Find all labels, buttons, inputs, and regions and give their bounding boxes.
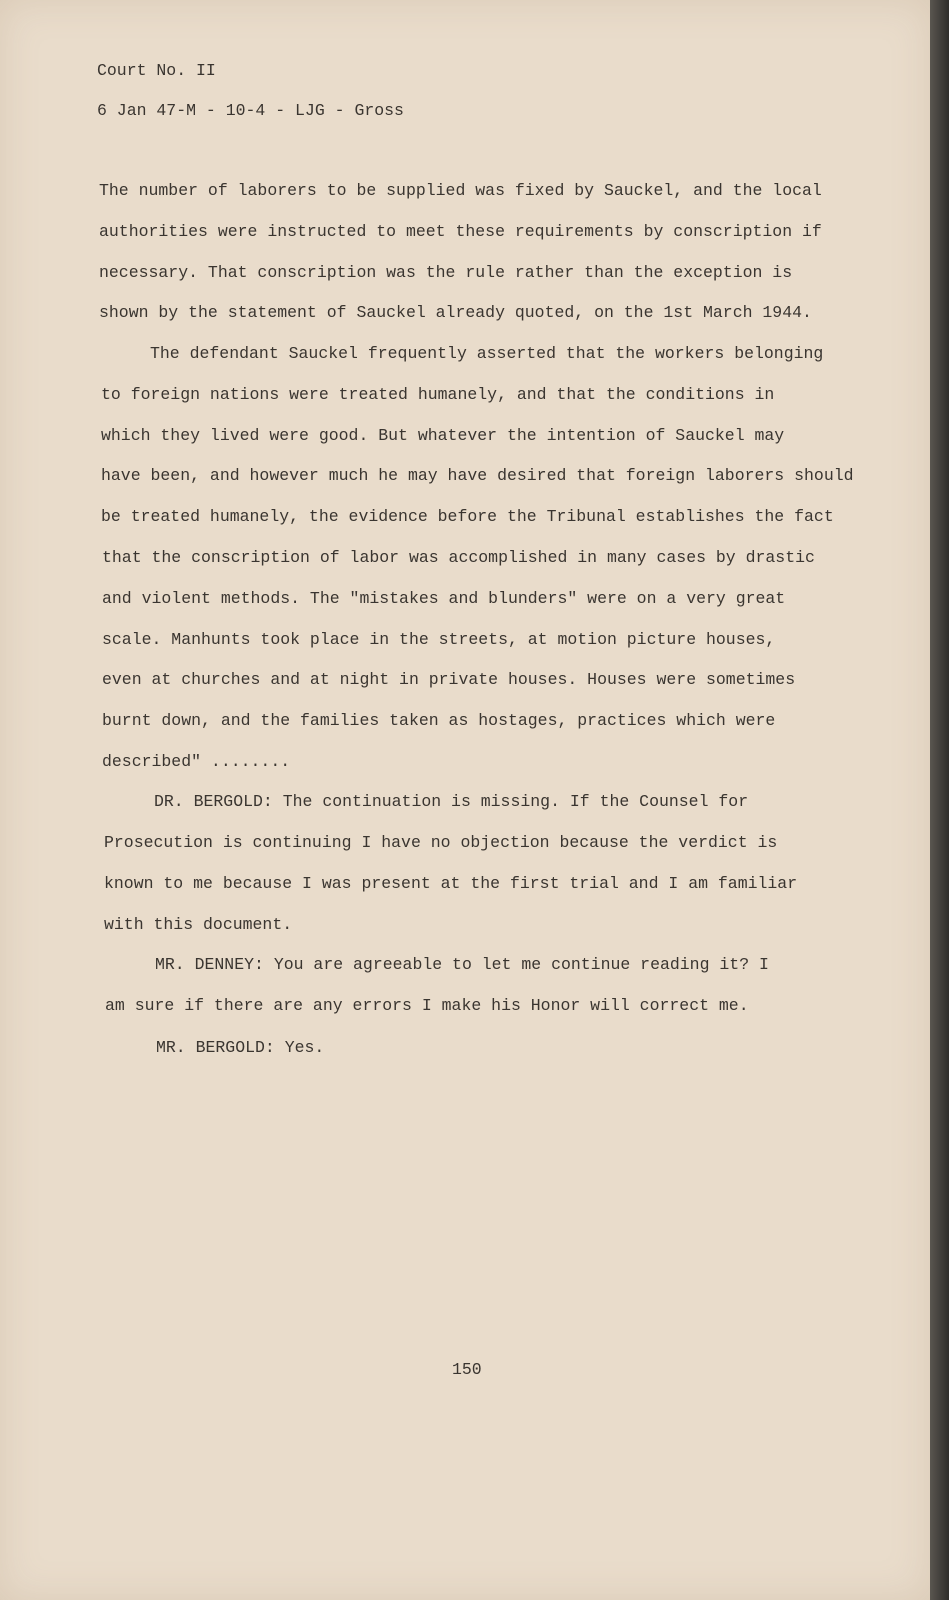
body-line: have been, and however much he may have desired that foreign laborers should xyxy=(101,466,854,485)
page-number: 150 xyxy=(452,1360,482,1379)
body-line: even at churches and at night in private houses. Houses were sometimes xyxy=(102,670,796,689)
body-line: be treated humanely, the evidence before the Tribunal establishes the fact xyxy=(101,507,834,526)
body-line: scale. Manhunts took place in the streets, at motion picture houses, xyxy=(102,630,776,649)
body-line: The number of laborers to be supplied was fixed by Sauckel, and the local xyxy=(99,181,822,200)
body-line: to foreign nations were treated humanely, and that the conditions in xyxy=(101,385,775,404)
body-line: that the conscription of labor was accomplished in many cases by drastic xyxy=(102,548,815,567)
page-edge xyxy=(930,0,949,1600)
speaker-line: MR. BERGOLD: Yes. xyxy=(156,1038,325,1057)
body-line: am sure if there are any errors I make his Honor will correct me. xyxy=(105,996,749,1015)
speaker-line: DR. BERGOLD: The continuation is missing. If the Counsel for xyxy=(154,792,749,811)
body-line: which they lived were good. But whatever the intention of Sauckel may xyxy=(101,426,785,445)
body-line: described" ........ xyxy=(102,752,291,771)
body-line: shown by the statement of Sauckel already quoted, on the 1st March 1944. xyxy=(99,303,812,322)
body-line: with this document. xyxy=(104,915,293,934)
speaker-line: MR. DENNEY: You are agreeable to let me continue reading it? I xyxy=(155,955,769,974)
session-header: 6 Jan 47-M - 10-4 - LJG - Gross xyxy=(97,101,404,120)
body-line: Prosecution is continuing I have no objection because the verdict is xyxy=(104,833,778,852)
body-line: authorities were instructed to meet these requirements by conscription if xyxy=(99,222,822,241)
body-line: burnt down, and the families taken as hostages, practices which were xyxy=(102,711,776,730)
body-line: known to me because I was present at the first trial and I am familiar xyxy=(104,874,798,893)
body-line: The defendant Sauckel frequently asserted that the workers belonging xyxy=(150,344,824,363)
body-line: necessary. That conscription was the rule rather than the exception is xyxy=(99,263,793,282)
body-line: and violent methods. The "mistakes and blunders" were on a very great xyxy=(102,589,786,608)
court-header: Court No. II xyxy=(97,61,216,80)
